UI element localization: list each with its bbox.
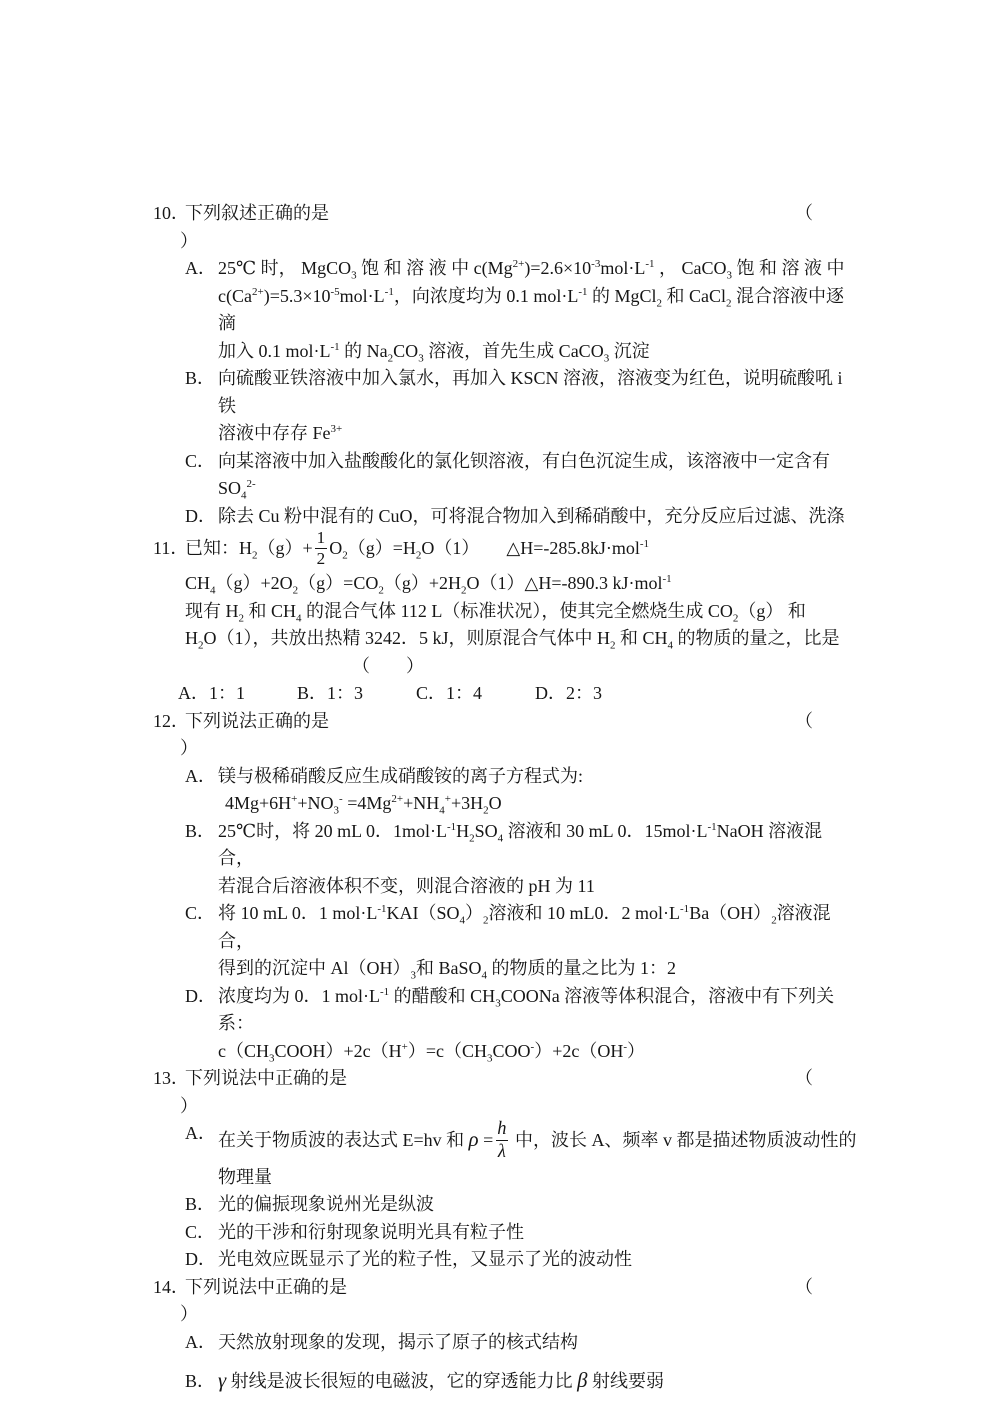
option	[185, 1368, 858, 1396]
choice-item: A．1：1	[178, 683, 245, 704]
option-body	[218, 1368, 858, 1396]
close-paren-mark: ）	[180, 1304, 198, 1325]
text-line: $CH_4(g)+2O_2(g)=CO_2(g)+2H_2O(1)\triangle H=-890.3$ kJ·mol$^{-1}$	[185, 573, 672, 597]
option-line: 加入 0.1 $mol\cdot L^{-1}$ 的 $Na_2CO_3$ 溶液，首先生成 CaCO$_3$ 沉淀	[218, 340, 650, 365]
subscript: 3	[351, 269, 357, 282]
close-paren-mark: ）	[180, 738, 198, 759]
option-body	[218, 763, 858, 791]
option-line: 得到的沉淀中 $Al(OH)_3$和 BaSO$_4$ 的物质的量之比为 1：2	[218, 958, 677, 982]
option-line: 将 10 mL 0．1 $mol\cdot L^{-1}KAI(SO_4)_2$溶液和 10 mL0．2 $mol\cdot L^{-1}Ba(OH)_2$溶液混合，	[218, 903, 831, 951]
question-header	[153, 708, 858, 736]
superscript: -5	[330, 285, 340, 298]
question-title: 下列说法正确的是	[185, 710, 329, 731]
superscript: -1	[377, 903, 387, 916]
option-body	[218, 448, 858, 503]
subscript: 2	[387, 352, 394, 365]
close-paren-mark: ）	[180, 230, 198, 251]
subscript: 3	[269, 1052, 275, 1065]
subscript: 3	[603, 352, 610, 365]
option-line: 在关于物质波的表达式 E=hv 和 ρ = $\frac{h}{\lambda}$ 中，波长 A、频率 v 都是描述物质波动性的	[218, 1118, 857, 1161]
option-line: 物理量	[218, 1166, 272, 1187]
subscript: 3	[333, 804, 340, 817]
question-title: 下列叙述正确的是	[185, 203, 329, 223]
superscript: -1	[645, 258, 655, 270]
fraction-numerator: h	[497, 1118, 507, 1139]
option-line: 向硫酸亚铁溶液中加入氯水，再加入 KSCN 溶液，溶液变为红色，说明硫酸吼 i 铁	[218, 368, 843, 416]
superscript: -1	[639, 538, 650, 551]
open-paren-mark: （	[795, 203, 813, 223]
question-number: 10．	[153, 203, 189, 223]
superscript: 3+	[330, 423, 343, 435]
fraction-denominator: 2	[316, 548, 326, 568]
subscript: 2	[483, 804, 489, 817]
option-line: $c(Ca^{2+})=5.3\times 10^{-5}mol\cdot L^{-1}$，向浓度均为 0.1 $mol\cdot L^{-1}$ 的 MgCl$_2$ 和 CaCl$_2$ 混合溶液中逐滴	[218, 285, 845, 333]
option-body	[218, 1329, 858, 1357]
subscript: 4	[210, 584, 216, 597]
question-number: 12．	[153, 710, 189, 731]
superscript: 2+	[512, 258, 525, 270]
subscript: 4	[439, 804, 445, 817]
option	[185, 1219, 858, 1247]
option-label: C．	[185, 450, 216, 471]
option-body	[218, 365, 858, 448]
option-label: A．	[185, 1331, 216, 1352]
choices-row	[178, 680, 858, 708]
option-line: 25℃ 时， MgCO$_3$ 饱 和 溶 液 中 $c(Mg^{2+})=2.6\times 10^{-3}mol\cdot L^{-1}$ ， CaCO$_3$ 饱 和 溶 液 中	[218, 258, 845, 282]
choice-item: B．1：3	[297, 683, 364, 704]
subscript: 3	[726, 269, 733, 282]
fraction	[315, 528, 328, 568]
option-body	[218, 1120, 858, 1191]
subscript: 2	[342, 549, 348, 562]
subscript: 2	[252, 549, 258, 562]
open-paren-mark: （	[795, 1276, 813, 1297]
question-header	[153, 1274, 858, 1302]
option-body	[218, 503, 858, 531]
superscript: +	[401, 1040, 408, 1053]
superscript: -1	[380, 985, 390, 998]
fraction-denominator: λ	[497, 1140, 506, 1161]
subscript: 2	[198, 639, 204, 652]
subscript: 4	[667, 639, 674, 652]
subscript: 4	[459, 914, 466, 927]
superscript: -1	[707, 820, 717, 833]
option-label: B．	[185, 1194, 216, 1215]
option	[185, 763, 858, 791]
subscript: 4	[241, 489, 247, 502]
question-header	[153, 530, 858, 570]
close-paren-mark: ）	[180, 1095, 198, 1116]
superscript: -1	[662, 573, 672, 586]
option-label: A．	[185, 1123, 216, 1144]
option-label: B．	[185, 820, 216, 841]
option-line: 天然放射现象的发现，揭示了原子的核式结构	[218, 1331, 578, 1352]
subscript: 4	[497, 832, 504, 845]
fraction	[495, 1118, 508, 1161]
option-label: D．	[185, 985, 216, 1006]
superscript: -	[339, 793, 343, 806]
superscript: -1	[384, 285, 394, 298]
option-body	[218, 900, 858, 983]
option-body	[218, 1191, 858, 1219]
subscript: 2	[378, 584, 384, 597]
option-label: B．	[185, 368, 216, 388]
open-paren-mark: （	[795, 1068, 813, 1089]
option	[185, 503, 858, 531]
subscript: 2	[292, 584, 299, 597]
choice-item: D．2：3	[535, 683, 602, 704]
option-line: 光的干涉和衍射现象说明光具有粒子性	[218, 1221, 524, 1242]
text-line: $4Mg+6H^++NO_3^- =4Mg^{2+}+NH_4^++3H_2O$	[225, 793, 502, 817]
subscript: 2	[469, 832, 475, 845]
option	[185, 448, 858, 503]
option	[185, 255, 858, 365]
option	[185, 1191, 858, 1219]
text-line: 现有 $H_2$ 和 $CH_4$ 的混合气体 112 L（标准状况），使其完全燃烧生成 $CO_2(g)$ 和	[185, 600, 806, 625]
superscript: -3	[591, 258, 601, 270]
subscript: 3	[495, 997, 501, 1010]
subscript: 2	[726, 297, 732, 310]
option-body	[218, 1219, 858, 1247]
question-title: 下列说法中正确的是	[185, 1068, 347, 1089]
option	[185, 818, 858, 901]
question-title: 已知：$H_2(g)+$ $\frac{1}{2}$ $O_2(g)=H_2O(1)$ △H=-285.8kJ·mol$^{-1}$	[185, 528, 650, 568]
option-line: 25℃时，将 20 mL 0．$1mol\cdot L^{-1}H_2SO_4$ 溶液和 30 mL 0．$15mol\cdot L^{-1}NaOH$ 溶液混合，	[218, 820, 823, 869]
option	[185, 1120, 858, 1191]
option-label: D．	[185, 1249, 216, 1270]
subscript: 3	[418, 352, 424, 365]
text-line: $H_2O(1)$，共放出热精 3242．5 kJ，则原混合气体中 $H_2$ 和 $CH_4$ 的物质的量之，比是	[185, 628, 840, 652]
open-paren-mark: （	[795, 710, 813, 731]
question-number: 11．	[153, 538, 189, 559]
superscript: +	[291, 793, 298, 806]
option	[185, 1329, 858, 1357]
subscript: 4	[296, 612, 302, 625]
option-body	[218, 255, 858, 365]
option-line: 向某溶液中加入盐酸酸化的氯化钡溶液，有白色沉淀生成，该溶液中一定含有	[218, 450, 830, 471]
text-line: （ ）	[352, 655, 424, 676]
subscript: 3	[410, 969, 416, 982]
superscript: 2+	[251, 285, 264, 298]
subscript: 2	[732, 612, 739, 625]
option-label: D．	[185, 505, 216, 526]
superscript: -	[623, 1040, 628, 1053]
option-line: γ 射线是波长很短的电磁波，它的穿透能力比 β 射线要弱	[218, 1370, 664, 1393]
question-title: 下列说法中正确的是	[185, 1276, 347, 1297]
option-line: 除去 Cu 粉中混有的 CuO，可将混合物加入到稀硝酸中，充分反应后过滤、洗涤	[218, 505, 845, 526]
italic-symbol: ρ	[468, 1129, 479, 1152]
option-line: $c(CH_3COOH)+2c(H^+)=c(CH_3COO^-)+2c(OH^-)$	[218, 1040, 646, 1065]
subscript: 2	[610, 639, 616, 652]
option-label: B．	[185, 1371, 216, 1392]
subscript: 3	[487, 1052, 493, 1065]
option-label: C．	[185, 1221, 216, 1242]
question-number: 13．	[153, 1068, 189, 1089]
option	[185, 365, 858, 448]
option-line: 光的偏振现象说州光是纵波	[218, 1194, 434, 1215]
option-line: 若混合后溶液体积不变，则混合溶液的 pH 为 11	[218, 875, 595, 896]
option	[185, 983, 858, 1066]
question-number: 14．	[153, 1276, 189, 1297]
option-body	[218, 818, 858, 901]
italic-symbol: β	[577, 1370, 588, 1393]
question-header	[153, 200, 858, 228]
option-label: A．	[185, 258, 216, 278]
superscript: +	[444, 793, 451, 806]
choice-item: C．1：4	[416, 683, 483, 704]
subscript: 2	[460, 584, 467, 597]
superscript: -	[530, 1040, 535, 1053]
superscript: -1	[446, 820, 457, 833]
superscript: 2+	[391, 793, 404, 806]
subscript: 2	[656, 297, 663, 310]
option-label: A．	[185, 765, 216, 786]
subscript: 2	[238, 612, 244, 625]
option-body	[218, 1246, 858, 1274]
option	[185, 1246, 858, 1274]
option-line: 浓度均为 0．1 $mol\cdot L^{-1}$ 的醋酸和 $CH_3COONa$ 溶液等体积混合，溶液中有下列关系：	[218, 985, 835, 1034]
superscript: -1	[330, 340, 340, 353]
subscript: 2	[771, 914, 777, 927]
fraction-numerator: 1	[316, 528, 326, 547]
option-body	[218, 983, 858, 1066]
option-label: C．	[185, 903, 216, 924]
superscript: -1	[578, 285, 588, 298]
italic-symbol: γ	[218, 1370, 227, 1393]
question-header	[153, 1065, 858, 1093]
option	[185, 900, 858, 983]
subscript: 4	[481, 969, 488, 982]
superscript: -1	[680, 903, 690, 916]
option-line: 镁与极稀硝酸反应生成硝酸铵的离子方程式为:	[218, 765, 583, 786]
subscript: 2	[415, 549, 422, 562]
subscript: 2	[483, 914, 489, 927]
option-line: $SO_4^{2-}$	[218, 478, 256, 502]
option-line: 溶液中存存 $Fe^{3+}$	[218, 423, 343, 443]
option-line: 光电效应既显示了光的粒子性，又显示了光的波动性	[218, 1249, 632, 1270]
superscript: 2-	[246, 478, 256, 490]
